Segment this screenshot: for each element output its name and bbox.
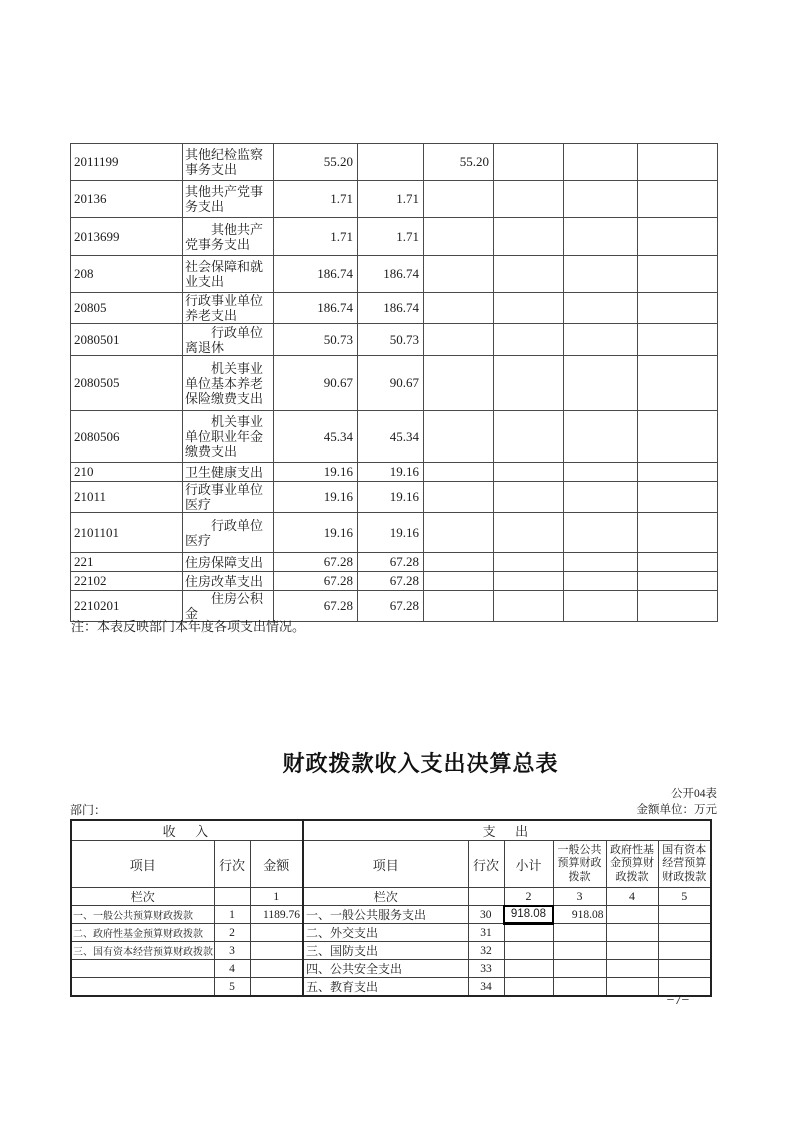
- amount-total-cell: 19.16: [274, 482, 358, 513]
- department-label: 部门：: [70, 803, 107, 817]
- summary-row: [71, 906, 711, 924]
- empty-cell: [494, 293, 564, 324]
- empty-cell: [564, 356, 638, 411]
- amount-basic-cell: 50.73: [358, 324, 424, 356]
- amount-project-cell: [424, 356, 494, 411]
- amount-basic-cell: 67.28: [358, 553, 424, 572]
- subject-code-cell: 21011: [71, 482, 183, 513]
- income-line-no-cell: 2: [214, 924, 250, 942]
- amount-project-cell: [424, 411, 494, 463]
- empty-cell: [564, 293, 638, 324]
- subject-name-cell: 住房改革支出: [183, 572, 274, 591]
- subtotal-cell: [504, 924, 553, 942]
- expense-item-cell: 五、教育支出: [303, 978, 468, 997]
- subject-name-cell: 其他共产党事务支出: [183, 218, 274, 256]
- income-amount-cell: [250, 942, 303, 960]
- subject-name-cell: 行政单位医疗: [183, 513, 274, 553]
- empty-cell: [494, 482, 564, 513]
- empty-cell: [494, 356, 564, 411]
- amount-total-cell: 1.71: [274, 181, 358, 218]
- income-amount-cell: [250, 960, 303, 978]
- amount-basic-cell: 1.71: [358, 181, 424, 218]
- income-amount-cell: [250, 924, 303, 942]
- column-index: 2: [504, 888, 553, 906]
- general-budget-cell: [553, 924, 606, 942]
- income-amount-cell: 1189.76: [250, 906, 303, 924]
- expense-line-no-cell: 30: [468, 906, 504, 924]
- expense-item-cell: 三、国防支出: [303, 942, 468, 960]
- amount-project-cell: [424, 513, 494, 553]
- gov-fund-budget-cell: [606, 960, 658, 978]
- amount-project-cell: 55.20: [424, 144, 494, 181]
- expenditure-table: [70, 143, 718, 622]
- column-index: 5: [658, 888, 711, 906]
- empty-cell: [638, 218, 718, 256]
- subject-code-cell: 2013699: [71, 218, 183, 256]
- empty-cell: [564, 482, 638, 513]
- income-column-index-label: 栏次: [71, 888, 214, 906]
- empty-cell: [638, 553, 718, 572]
- empty-cell: [564, 591, 638, 622]
- subject-name-cell: 住房保障支出: [183, 553, 274, 572]
- general-budget-cell: 918.08: [553, 906, 606, 924]
- subject-name-cell: 行政单位离退休: [183, 324, 274, 356]
- gov-fund-budget-cell: [606, 942, 658, 960]
- amount-basic-cell: 67.28: [358, 591, 424, 622]
- subject-code-cell: 20136: [71, 181, 183, 218]
- income-section-header: 收 入: [71, 820, 303, 841]
- expense-item-header: 项目: [303, 841, 468, 888]
- meta-line: [70, 801, 717, 818]
- income-amount-header: 金额: [250, 841, 303, 888]
- empty-cell: [494, 513, 564, 553]
- expense-column-index-label: 栏次: [303, 888, 468, 906]
- income-line-no-cell: 5: [214, 978, 250, 997]
- empty-cell: [564, 513, 638, 553]
- empty-cell: [638, 411, 718, 463]
- empty-cell: [638, 513, 718, 553]
- amount-basic-cell: 90.67: [358, 356, 424, 411]
- state-capital-budget-cell: [658, 906, 711, 924]
- empty-cell: [494, 181, 564, 218]
- subject-name-cell: 行政事业单位养老支出: [183, 293, 274, 324]
- amount-total-cell: 1.71: [274, 218, 358, 256]
- expenditure-row: [71, 181, 718, 218]
- amount-total-cell: 186.74: [274, 256, 358, 293]
- income-line-no-header: 行次: [214, 841, 250, 888]
- empty-cell: [638, 144, 718, 181]
- expense-line-no-cell: 32: [468, 942, 504, 960]
- amount-project-cell: [424, 591, 494, 622]
- subject-name-cell: 行政事业单位医疗: [183, 482, 274, 513]
- subject-code-cell: 2210201: [71, 591, 183, 622]
- income-item-cell: 一、一般公共预算财政拨款: [71, 906, 214, 924]
- amount-total-cell: 50.73: [274, 324, 358, 356]
- general-budget-cell: [553, 960, 606, 978]
- expense-item-cell: 一、一般公共服务支出: [303, 906, 468, 924]
- subject-code-cell: 208: [71, 256, 183, 293]
- summary-table: [70, 819, 712, 997]
- subject-code-cell: 20805: [71, 293, 183, 324]
- summary-row: [71, 978, 711, 997]
- income-item-cell: [71, 978, 214, 997]
- amount-project-cell: [424, 218, 494, 256]
- subject-name-cell: 机关事业单位职业年金缴费支出: [183, 411, 274, 463]
- subject-code-cell: 221: [71, 553, 183, 572]
- empty-cell: [494, 144, 564, 181]
- amount-project-cell: [424, 256, 494, 293]
- subject-code-cell: 2080505: [71, 356, 183, 411]
- expense-item-cell: 二、外交支出: [303, 924, 468, 942]
- income-item-cell: 二、政府性基金预算财政拨款: [71, 924, 214, 942]
- subject-code-cell: 2080501: [71, 324, 183, 356]
- income-line-no-cell: 4: [214, 960, 250, 978]
- empty-cell: [638, 463, 718, 482]
- empty-cell: [564, 463, 638, 482]
- unit-label: 金额单位：万元: [636, 804, 717, 816]
- gov-fund-budget-cell: [606, 978, 658, 997]
- subtotal-cell: 918.08: [504, 906, 553, 924]
- blank-cell: [468, 888, 504, 906]
- column-index: 3: [553, 888, 606, 906]
- column-index: 4: [606, 888, 658, 906]
- income-item-cell: [71, 960, 214, 978]
- empty-cell: [564, 324, 638, 356]
- amount-project-cell: [424, 293, 494, 324]
- general-budget-header: 一般公共预算财政拨款: [553, 841, 606, 888]
- empty-cell: [494, 324, 564, 356]
- amount-project-cell: [424, 553, 494, 572]
- amount-basic-cell: 19.16: [358, 463, 424, 482]
- gov-fund-budget-cell: [606, 924, 658, 942]
- subject-name-cell: 机关事业单位基本养老保险缴费支出: [183, 356, 274, 411]
- state-capital-budget-header: 国有资本经营预算财政拨款: [658, 841, 711, 888]
- amount-total-cell: 90.67: [274, 356, 358, 411]
- subject-name-cell: 住房公积金: [183, 591, 274, 622]
- income-amount-cell: [250, 978, 303, 997]
- summary-table-body: [71, 906, 711, 997]
- summary-row: [71, 960, 711, 978]
- amount-total-cell: 186.74: [274, 293, 358, 324]
- summary-row: [71, 924, 711, 942]
- amount-project-cell: [424, 482, 494, 513]
- amount-basic-cell: 19.16: [358, 513, 424, 553]
- income-item-header: 项目: [71, 841, 214, 888]
- expense-line-no-cell: 33: [468, 960, 504, 978]
- amount-basic-cell: [358, 144, 424, 181]
- amount-total-cell: 55.20: [274, 144, 358, 181]
- subject-code-cell: 22102: [71, 572, 183, 591]
- expenditure-row: [71, 513, 718, 553]
- state-capital-budget-cell: [658, 942, 711, 960]
- expenditure-table-body: [71, 144, 718, 622]
- table-note: 注：本表反映部门本年度各项支出情况。: [71, 619, 306, 634]
- amount-project-cell: [424, 463, 494, 482]
- income-item-cell: 三、国有资本经营预算财政拨款: [71, 942, 214, 960]
- state-capital-budget-cell: [658, 960, 711, 978]
- expenditure-row: [71, 293, 718, 324]
- amount-total-cell: 19.16: [274, 513, 358, 553]
- expenditure-row: [71, 572, 718, 591]
- subject-code-cell: 2080506: [71, 411, 183, 463]
- empty-cell: [564, 411, 638, 463]
- empty-cell: [494, 411, 564, 463]
- empty-cell: [494, 591, 564, 622]
- expenditure-row: [71, 356, 718, 411]
- subject-name-cell: 其他纪检监察事务支出: [183, 144, 274, 181]
- amount-total-cell: 45.34: [274, 411, 358, 463]
- general-budget-cell: [553, 942, 606, 960]
- amount-project-cell: [424, 572, 494, 591]
- empty-cell: [494, 463, 564, 482]
- empty-cell: [638, 293, 718, 324]
- income-line-no-cell: 1: [214, 906, 250, 924]
- empty-cell: [638, 572, 718, 591]
- blank-cell: [214, 888, 250, 906]
- empty-cell: [564, 553, 638, 572]
- empty-cell: [638, 591, 718, 622]
- subtotal-cell: [504, 960, 553, 978]
- amount-basic-cell: 67.28: [358, 572, 424, 591]
- summary-table-title: 财政拨款收入支出决算总表: [282, 751, 559, 776]
- expenditure-row: [71, 411, 718, 463]
- gov-fund-budget-cell: [606, 906, 658, 924]
- expenditure-row: [71, 218, 718, 256]
- empty-cell: [638, 482, 718, 513]
- empty-cell: [494, 553, 564, 572]
- empty-cell: [564, 256, 638, 293]
- expenditure-row: [71, 256, 718, 293]
- subject-code-cell: 210: [71, 463, 183, 482]
- general-budget-cell: [553, 978, 606, 997]
- empty-cell: [494, 572, 564, 591]
- amount-total-cell: 67.28: [274, 572, 358, 591]
- empty-cell: [564, 218, 638, 256]
- empty-cell: [564, 572, 638, 591]
- expenditure-row: [71, 553, 718, 572]
- subtotal-cell: [504, 978, 553, 997]
- subject-name-cell: 社会保障和就业支出: [183, 256, 274, 293]
- column-index: 1: [250, 888, 303, 906]
- expense-line-no-cell: 34: [468, 978, 504, 997]
- expenditure-row: [71, 324, 718, 356]
- summary-row: [71, 942, 711, 960]
- subject-name-cell: 其他共产党事务支出: [183, 181, 274, 218]
- empty-cell: [564, 181, 638, 218]
- expense-line-no-cell: 31: [468, 924, 504, 942]
- amount-basic-cell: 1.71: [358, 218, 424, 256]
- amount-basic-cell: 186.74: [358, 293, 424, 324]
- amount-basic-cell: 186.74: [358, 256, 424, 293]
- subject-code-cell: 2101101: [71, 513, 183, 553]
- amount-basic-cell: 45.34: [358, 411, 424, 463]
- empty-cell: [638, 356, 718, 411]
- empty-cell: [638, 256, 718, 293]
- state-capital-budget-cell: [658, 924, 711, 942]
- gov-fund-budget-header: 政府性基金预算财政拨款: [606, 841, 658, 888]
- subject-code-cell: 2011199: [71, 144, 183, 181]
- amount-project-cell: [424, 181, 494, 218]
- empty-cell: [638, 324, 718, 356]
- amount-total-cell: 19.16: [274, 463, 358, 482]
- expenditure-row: [71, 482, 718, 513]
- amount-basic-cell: 19.16: [358, 482, 424, 513]
- subject-name-cell: 卫生健康支出: [183, 463, 274, 482]
- expense-section-header: 支 出: [303, 820, 711, 841]
- empty-cell: [494, 256, 564, 293]
- empty-cell: [494, 218, 564, 256]
- expenditure-row: [71, 463, 718, 482]
- amount-project-cell: [424, 324, 494, 356]
- empty-cell: [564, 144, 638, 181]
- page-number: −7−: [666, 993, 690, 1008]
- form-number-label: 公开04表: [671, 788, 717, 800]
- subtotal-cell: [504, 942, 553, 960]
- empty-cell: [638, 181, 718, 218]
- expense-line-no-header: 行次: [468, 841, 504, 888]
- amount-total-cell: 67.28: [274, 591, 358, 622]
- expenditure-row: [71, 144, 718, 181]
- amount-total-cell: 67.28: [274, 553, 358, 572]
- subtotal-header: 小计: [504, 841, 553, 888]
- expense-item-cell: 四、公共安全支出: [303, 960, 468, 978]
- income-line-no-cell: 3: [214, 942, 250, 960]
